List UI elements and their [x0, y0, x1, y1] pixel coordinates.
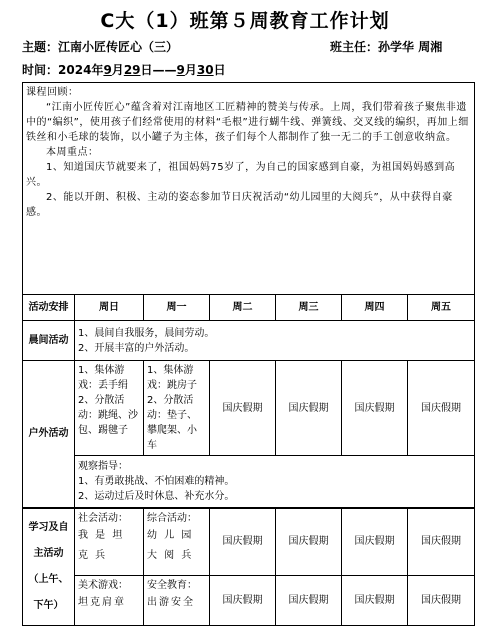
time-day2-suffix: 日 [213, 63, 226, 77]
guide-title: 观察指导： [78, 460, 128, 472]
learning-r2-sunday [75, 576, 144, 626]
time-y: 年 [91, 63, 104, 77]
outdoor-label: 户外活动 [23, 361, 75, 508]
learning-r1-monday [144, 508, 210, 576]
outdoor-thursday: 国庆假期 [342, 361, 408, 456]
safety-education-body: 出游安全 [147, 597, 195, 608]
learning-r1-sunday [75, 508, 144, 576]
learning-label-d: 下午） [33, 599, 64, 611]
guide-line-1: 1、有勇敢挑战、不怕困难的精神。 [78, 475, 235, 487]
key-point-1: 1、知道国庆节就要来了，祖国妈妈75岁了，为自己的国家感到自豪，为祖国妈妈感到高兴。 [26, 162, 456, 188]
header-friday: 周五 [408, 295, 475, 321]
morning-content [75, 321, 475, 361]
header-sunday: 周日 [75, 295, 144, 321]
teacher-line [330, 38, 442, 55]
morning-line-2: 2、开展丰富的户外活动。 [78, 342, 195, 354]
social-activity-title: 社会活动： [78, 512, 128, 524]
learning-r1-friday: 国庆假期 [408, 508, 475, 576]
learning-r2-monday [144, 576, 210, 626]
key-points-heading: 本周重点： [46, 147, 99, 158]
learning-r1-tuesday: 国庆假期 [210, 508, 276, 576]
header-wednesday: 周三 [276, 295, 342, 321]
integrated-activity-title: 综合活动： [147, 512, 197, 524]
time-day2: 30 [196, 63, 214, 77]
time-mo: 月 [111, 63, 124, 77]
learning-label-a: 学习及自 [28, 521, 69, 533]
key-point-2: 2、能以开朗、积极、主动的姿态参加节日庆祝活动“幼儿园里的大阅兵”，从中获得自豪感。 [26, 192, 453, 218]
morning-label: 晨间活动 [23, 321, 75, 361]
morning-line-1: 1、晨间自我服务，晨间劳动。 [78, 327, 215, 339]
header-thursday: 周四 [342, 295, 408, 321]
guide-line-2: 2、运动过后及时休息、补充水分。 [78, 490, 235, 502]
time-label: 时间： [22, 63, 59, 77]
outdoor-monday: 1、集体游戏：跳房子 2、分散活动：垫子、攀爬架、小车 [144, 361, 210, 456]
safety-education-title: 安全教育： [147, 580, 197, 591]
outdoor-wednesday: 国庆假期 [276, 361, 342, 456]
time-day1: 29 [123, 63, 141, 77]
time-dash: —— [152, 63, 177, 77]
art-game-body: 坦克肩章 [78, 597, 126, 608]
observation-guide [75, 456, 475, 508]
learning-r2-tuesday: 国庆假期 [210, 576, 276, 626]
outdoor-tuesday: 国庆假期 [210, 361, 276, 456]
art-game-title: 美术游戏： [78, 580, 128, 591]
course-review-cell [23, 83, 475, 295]
time-month2: 9 [176, 63, 185, 77]
integrated-activity-body: 幼 儿 园 大 阅 兵 [147, 529, 194, 561]
learning-label-c: （上午、 [28, 573, 69, 585]
theme-line [22, 38, 178, 55]
learning-r2-thursday: 国庆假期 [342, 576, 408, 626]
header-monday: 周一 [144, 295, 210, 321]
plan-table [22, 82, 475, 626]
learning-r2-wednesday: 国庆假期 [276, 576, 342, 626]
time-month1: 9 [103, 63, 112, 77]
teacher-value: 孙学华 周湘 [378, 40, 443, 54]
theme-value: 江南小匠传匠心（三） [58, 40, 179, 54]
learning-r1-wednesday: 国庆假期 [276, 508, 342, 576]
teacher-label: 班主任： [330, 40, 379, 54]
learning-label-b: 主活动 [33, 547, 64, 559]
outdoor-friday: 国庆假期 [408, 361, 475, 456]
time-mo2: 月 [184, 63, 197, 77]
review-heading: 课程回顾： [26, 87, 79, 98]
outdoor-sunday: 1、集体游戏：丢手绢 2、分散活动：跳绳、沙包、踢毽子 [75, 361, 144, 456]
learning-label [23, 508, 75, 626]
page-title: C大（1）班第５周教育工作计划 [100, 10, 390, 32]
social-activity-body: 我 是 坦 克 兵 [78, 529, 125, 561]
header-activity: 活动安排 [23, 295, 75, 321]
learning-r1-thursday: 国庆假期 [342, 508, 408, 576]
learning-r2-friday: 国庆假期 [408, 576, 475, 626]
time-line [22, 61, 226, 78]
review-paragraph: “江南小匠传匠心”蕴含着对江南地区工匠精神的赞美与传承。上周，我们带着孩子聚焦非遗中的“编织”，使用孩子们经常使用的材料“毛根”进行蝴牛线、弹簧线、交叉线的编织，再加上细铁丝和小毛球的装饰，以小罐子为主体，孩子们每个人都制作了独一无二的手工创意收纳盒。 [26, 102, 469, 143]
time-year: 2024 [58, 63, 92, 77]
time-day: 日 [140, 63, 153, 77]
theme-label: 主题： [22, 40, 59, 54]
header-tuesday: 周二 [210, 295, 276, 321]
